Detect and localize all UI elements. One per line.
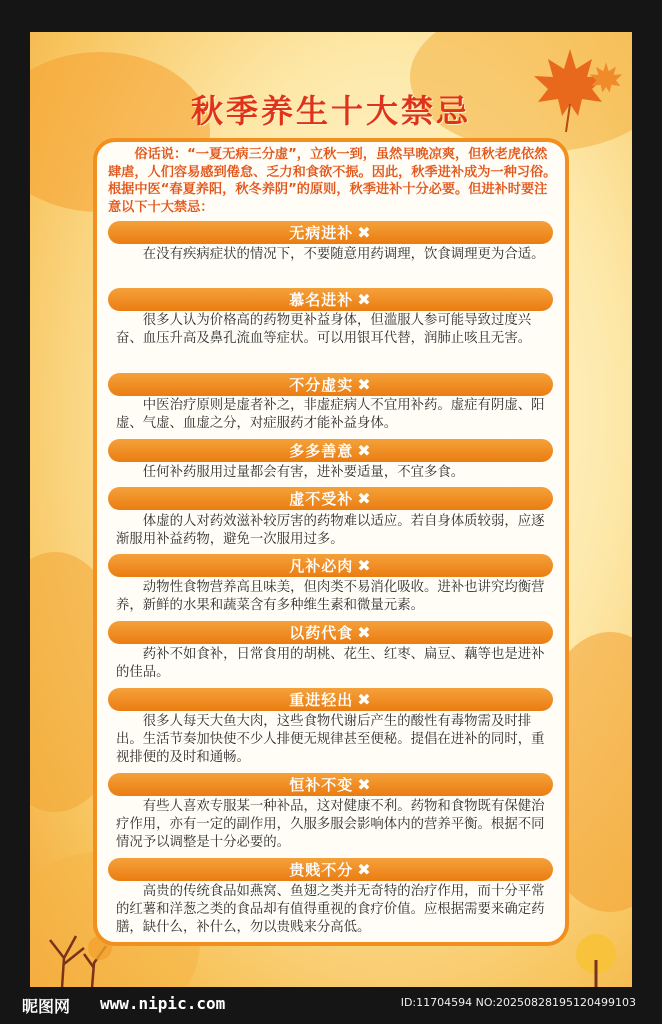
cross-icon: ✖ (357, 556, 372, 575)
section-body: 高贵的传统食品如燕窝、鱼翅之类并无奇特的治疗作用，而十分平常的红薯和洋葱之类的食品却有值得重视的食疗价值。应根据需要来确定药膳，缺什么，补什么，勿以贵贱来分高低。 (116, 884, 545, 935)
section-heading: 不分虚实 ✖ (108, 373, 553, 396)
intro-paragraph: 俗话说：“一夏无病三分虚”，立秋一到，虽然早晚凉爽，但秋老虎依然肆虐，人们容易感到倦怠、乏力和食欲不振。因此，秋季进补成为一种习俗。根据中医“春夏养阳，秋冬养阴”的原则，秋季进补十分必要。但进补时要注意以下十大禁忌： (108, 147, 557, 215)
section-body: 很多人认为价格高的药物更补益身体，但滥服人参可能导致过度兴奋、血压升高及鼻孔流血等症状。可以用银耳代替，润肺止咳且无害。 (116, 313, 532, 346)
cross-icon: ✖ (357, 775, 372, 794)
page-title: 秋季养生十大禁忌 (190, 92, 471, 130)
cross-icon: ✖ (357, 489, 372, 508)
section-body: 任何补药服用过量都会有害，进补要适量，不宜多食。 (142, 465, 465, 480)
section-heading: 无病进补 ✖ (108, 221, 553, 244)
section-heading: 贵贱不分 ✖ (108, 858, 553, 881)
cross-icon: ✖ (357, 690, 372, 709)
section-body: 在没有疾病症状的情况下，不要随意用药调理，饮食调理更为合适。 (142, 247, 545, 262)
section-body: 体虚的人对药效滋补较厉害的药物难以适应。若自身体质较弱，应逐渐服用补益药物，避免一次服用过多。 (116, 514, 545, 547)
section-heading: 虚不受补 ✖ (108, 487, 553, 510)
section-body: 动物性食物营养高且味美，但肉类不易消化吸收。进补也讲究均衡营养，新鲜的水果和蔬菜含有多种维生素和微量元素。 (116, 580, 545, 613)
cross-icon: ✖ (357, 290, 372, 309)
section-heading: 凡补必肉 ✖ (108, 554, 553, 577)
cross-icon: ✖ (357, 623, 372, 642)
site-logo: 昵图网 (22, 997, 71, 1016)
section-heading: 多多善意 ✖ (108, 439, 553, 462)
section-body: 有些人喜欢专服某一种补品，这对健康不利。药物和食物既有保健治疗作用，亦有一定的副作用，久服多服会影响体内的营养平衡。根据不同情况予以调整是十分必要的。 (116, 799, 545, 850)
section-heading: 恒补不变 ✖ (108, 773, 553, 796)
section-heading: 慕名进补 ✖ (108, 288, 553, 311)
cross-icon: ✖ (357, 223, 372, 242)
section-body: 中医治疗原则是虚者补之，非虚症病人不宜用补药。虚症有阴虚、阳虚、气虚、血虚之分，对症服药才能补益身体。 (116, 398, 545, 431)
section-heading: 重进轻出 ✖ (108, 688, 553, 711)
image-id-text: ID:11704594 NO:20250828195120499103 (400, 996, 636, 1009)
cross-icon: ✖ (357, 860, 372, 879)
cross-icon: ✖ (357, 375, 372, 394)
tree-icon (566, 930, 626, 988)
section-body: 药补不如食补，日常食用的胡桃、花生、红枣、扁豆、藕等也是进补的佳品。 (116, 647, 545, 680)
section-body: 很多人每天大鱼大肉，这些食物代谢后产生的酸性有毒物需及时排出。生活节奏加快使不少人排便无规律甚至便秘。提倡在进补的同时，重视排便的及时和通畅。 (116, 714, 545, 765)
section-heading: 以药代食 ✖ (108, 621, 553, 644)
cross-icon: ✖ (357, 441, 372, 460)
site-url[interactable]: www.nipic.com (100, 994, 226, 1013)
